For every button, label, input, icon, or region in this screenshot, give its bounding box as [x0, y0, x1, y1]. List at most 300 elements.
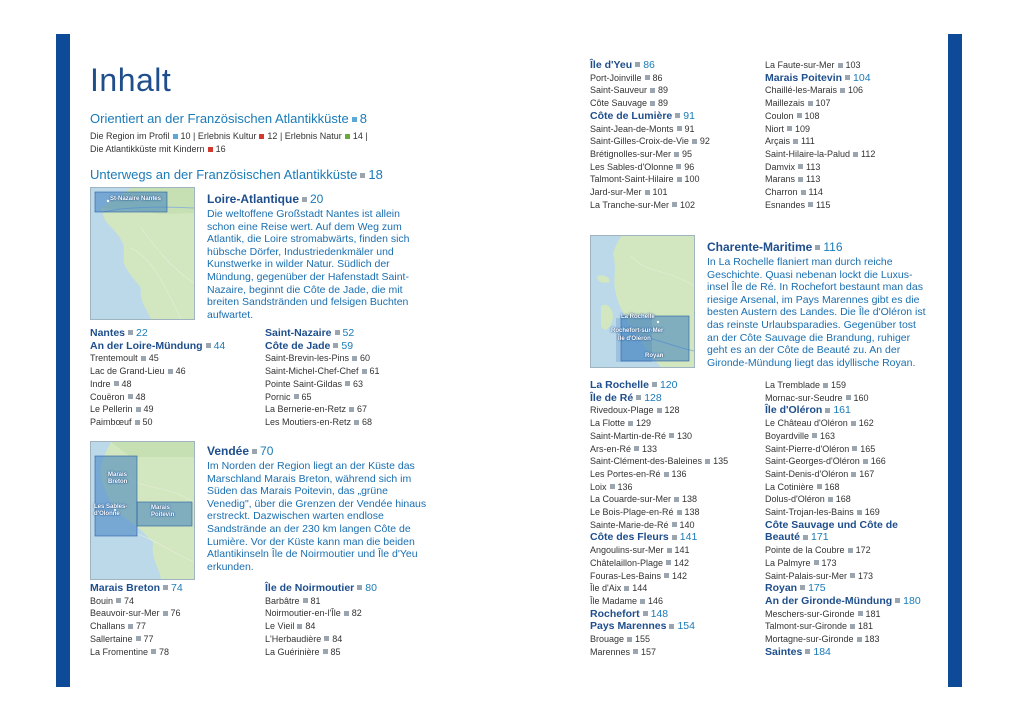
toc-entry-page: 173	[858, 570, 874, 581]
toc-entry-label: Arçais	[765, 136, 791, 147]
toc-entry-label: Rivedoux-Plage	[590, 405, 654, 416]
page-marker-icon	[853, 152, 858, 157]
page-marker-icon	[676, 164, 681, 169]
page-marker-icon	[323, 649, 328, 654]
toc-entry[interactable]	[590, 519, 760, 532]
toc-entry-page: 115	[816, 199, 831, 210]
page-marker-icon	[643, 611, 648, 616]
toc-entry[interactable]	[765, 570, 945, 583]
toc-entry-label: Île de Ré	[590, 391, 634, 404]
page-marker-icon	[851, 472, 856, 477]
page-marker-icon	[857, 510, 862, 515]
page-marker-icon	[163, 611, 168, 616]
toc-entry-label: Saint-Martin-de-Ré	[590, 430, 667, 441]
toc-entry[interactable]	[90, 378, 260, 391]
toc-heading-entry[interactable]	[765, 595, 945, 608]
vendee-heading[interactable]	[207, 444, 273, 458]
toc-entry[interactable]	[265, 403, 435, 416]
toc-entry-label: Talmont-Saint-Hilaire	[590, 174, 674, 185]
toc-entry-page: 173	[821, 557, 837, 568]
toc-entry[interactable]	[590, 84, 760, 97]
page-marker-icon	[645, 75, 650, 80]
toc-entry-label: La Couarde-sur-Mer	[590, 494, 672, 505]
page-marker-icon	[128, 330, 133, 335]
intro-topics-line2[interactable]	[90, 143, 390, 156]
toc-entry-label: Couëron	[90, 391, 125, 402]
vendee-map	[90, 441, 195, 580]
toc-entry[interactable]	[590, 72, 760, 85]
page-marker-icon	[136, 407, 141, 412]
toc-entry-page: 48	[135, 391, 146, 402]
toc-entry-page: 85	[330, 646, 341, 657]
toc-entry[interactable]	[765, 123, 940, 136]
toc-entry-label: La Flotte	[590, 418, 626, 429]
toc-entry-page: 142	[674, 557, 690, 568]
map-label: Nantes	[141, 196, 162, 202]
toc-entry-page: 78	[159, 646, 170, 657]
page-marker-icon	[624, 586, 629, 591]
map-label: Marais Breton	[108, 472, 128, 485]
separator: |	[277, 131, 285, 141]
toc-heading-entry[interactable]	[590, 110, 760, 123]
page-marker-icon	[352, 356, 357, 361]
page-marker-icon	[294, 394, 299, 399]
toc-entry-page: 146	[648, 595, 664, 606]
toc-entry[interactable]	[765, 379, 945, 392]
toc-entry-label: Sallertaine	[90, 633, 133, 644]
charente-list-left	[590, 379, 760, 658]
toc-entry[interactable]	[590, 570, 760, 583]
topic-page: 16	[215, 144, 226, 154]
toc-entry-page: 129	[636, 418, 652, 429]
toc-entry[interactable]	[765, 392, 945, 405]
unterwegs-heading[interactable]	[90, 167, 383, 182]
page-marker-icon	[352, 117, 357, 122]
toc-entry[interactable]	[590, 417, 760, 430]
toc-entry[interactable]	[765, 544, 945, 557]
toc-entry[interactable]	[765, 59, 940, 72]
toc-entry-page: 81	[310, 595, 321, 606]
toc-entry[interactable]	[590, 493, 760, 506]
toc-entry-label: Saint-Gilles-Croix-de-Vie	[590, 136, 689, 147]
page-marker-icon	[610, 484, 615, 489]
toc-entry-page: 65	[301, 391, 312, 402]
toc-entry-page: 101	[652, 187, 668, 198]
toc-heading-entry[interactable]	[265, 327, 435, 340]
page-marker-icon	[627, 637, 632, 642]
toc-entry-label: Saint-Trojan-les-Bains	[765, 507, 854, 518]
toc-entry[interactable]	[765, 493, 945, 506]
toc-heading-entry[interactable]	[765, 72, 940, 85]
map-label: Rochefort-sur-Mer	[611, 328, 664, 334]
toc-heading-entry[interactable]	[90, 582, 260, 595]
page-marker-icon	[803, 535, 808, 540]
toc-entry-label: Esnandes	[765, 199, 806, 210]
toc-entry-label: Marais Breton	[90, 582, 161, 594]
vendee-continued-list-right	[765, 59, 940, 211]
page-marker-icon	[636, 395, 641, 400]
topic-label: Die Region im Profil	[90, 131, 170, 141]
toc-entry-page: 111	[801, 136, 815, 147]
toc-entry[interactable]	[265, 620, 435, 633]
toc-entry-page: 144	[632, 583, 648, 594]
toc-entry[interactable]	[590, 186, 760, 199]
toc-entry-page: 181	[858, 621, 874, 632]
toc-entry-page: 76	[170, 608, 181, 619]
toc-entry-page: 140	[679, 519, 695, 530]
toc-entry-page: 96	[684, 161, 695, 172]
page-marker-icon	[814, 560, 819, 565]
toc-entry[interactable]	[265, 416, 435, 429]
page-marker-icon	[787, 126, 792, 131]
unterwegs-page: 18	[368, 167, 383, 182]
toc-entry-page: 168	[824, 481, 840, 492]
toc-entry-page: 183	[864, 634, 880, 645]
toc-entry-page: 113	[806, 174, 821, 185]
toc-entry[interactable]	[765, 97, 940, 110]
toc-entry-page: 22	[136, 327, 148, 339]
toc-entry[interactable]	[590, 595, 760, 608]
toc-entry-page: 84	[332, 633, 343, 644]
page-marker-icon	[206, 343, 211, 348]
page-marker-icon	[815, 245, 820, 250]
toc-entry[interactable]	[265, 391, 435, 404]
toc-entry-page: 133	[642, 443, 658, 454]
toc-entry[interactable]	[590, 544, 760, 557]
toc-entry-page: 50	[142, 416, 153, 427]
toc-entry[interactable]	[590, 468, 760, 481]
toc-entry-page: 91	[684, 123, 695, 134]
page-marker-icon	[672, 202, 677, 207]
page-marker-icon	[128, 624, 133, 629]
toc-entry-label: Saint-Palais-sur-Mer	[765, 570, 848, 581]
toc-entry-label: Marennes	[590, 646, 631, 657]
toc-entry[interactable]	[90, 620, 260, 633]
toc-entry-label: Côte Sauvage	[590, 98, 648, 109]
page-marker-icon	[635, 62, 640, 67]
toc-entry[interactable]	[265, 646, 435, 659]
toc-heading-entry[interactable]	[590, 608, 760, 621]
toc-entry-page: 77	[136, 621, 147, 632]
vendee-list-right	[265, 582, 435, 658]
toc-entry-label: La Fromentine	[90, 646, 149, 657]
page-marker-icon	[674, 497, 679, 502]
loire-list-right	[265, 327, 435, 429]
topic-label: Erlebnis Kultur	[197, 131, 257, 141]
toc-entry-page: 159	[831, 380, 847, 390]
toc-entry-page: 128	[644, 391, 662, 404]
page-marker-icon	[677, 510, 682, 515]
page-marker-icon	[846, 395, 851, 400]
toc-entry-page: 136	[617, 481, 633, 492]
toc-heading-entry[interactable]	[590, 59, 760, 72]
toc-entry-label: Jard-sur-Mer	[590, 187, 642, 198]
toc-heading-entry[interactable]	[265, 582, 435, 595]
toc-entry-label: Pornic	[265, 391, 291, 402]
toc-entry-label: L'Herbaudière	[265, 633, 322, 644]
toc-entry-page: 172	[855, 545, 871, 556]
charente-page: 116	[823, 240, 843, 254]
toc-entry-label: Saint-Pierre-d'Oléron	[765, 443, 850, 454]
toc-entry[interactable]	[590, 455, 760, 468]
toc-entry[interactable]	[90, 646, 260, 659]
toc-entry-page: 74	[171, 582, 183, 594]
toc-entry[interactable]	[765, 443, 945, 456]
toc-entry-label: Barbâtre	[265, 595, 300, 606]
loire-heading[interactable]	[207, 192, 323, 206]
toc-entry-label: Pays Marennes	[590, 620, 667, 633]
page-marker-icon	[798, 177, 803, 182]
page-marker-icon	[151, 649, 156, 654]
toc-entry-label: Angoulins-sur-Mer	[590, 545, 664, 556]
toc-entry-page: 60	[360, 353, 371, 364]
topic-entry[interactable]	[198, 131, 278, 141]
toc-entry[interactable]	[265, 607, 435, 620]
charente-heading-text: Charente-Maritime	[707, 240, 813, 254]
toc-entry[interactable]	[765, 481, 945, 494]
toc-entry-page: 180	[903, 594, 921, 607]
toc-entry-page: 181	[865, 608, 881, 619]
toc-entry[interactable]	[265, 378, 435, 391]
toc-entry[interactable]	[590, 430, 760, 443]
page-marker-icon	[805, 649, 810, 654]
toc-heading-entry[interactable]	[265, 340, 435, 353]
toc-entry-page: 163	[820, 430, 836, 441]
page-marker-icon	[793, 139, 798, 144]
toc-heading-entry[interactable]	[765, 582, 945, 595]
toc-entry[interactable]	[765, 417, 945, 430]
toc-heading-entry[interactable]	[90, 327, 260, 340]
toc-heading-entry[interactable]	[90, 340, 260, 353]
page-marker-icon	[848, 548, 853, 553]
toc-entry-label: Niort	[765, 123, 785, 134]
toc-entry-label: Les Sables-d'Olonne	[590, 161, 674, 172]
topic-page: 10	[180, 131, 191, 141]
toc-entry[interactable]	[765, 455, 945, 468]
toc-entry-page: 135	[713, 456, 729, 467]
toc-entry-page: 166	[870, 456, 886, 467]
toc-entry-label: Marans	[765, 174, 796, 185]
toc-entry-label: Ars-en-Ré	[590, 443, 632, 454]
page-marker-icon	[692, 139, 697, 144]
toc-entry[interactable]	[590, 443, 760, 456]
toc-entry-page: 165	[860, 443, 876, 454]
toc-entry-page: 114	[808, 187, 823, 198]
page-marker-icon	[652, 382, 657, 387]
toc-heading-entry[interactable]	[765, 646, 945, 659]
page-marker-icon	[650, 88, 655, 93]
toc-entry[interactable]	[590, 646, 760, 659]
toc-entry-label: La Guérinière	[265, 646, 320, 657]
page-marker-icon	[667, 548, 672, 553]
toc-entry-page: 169	[864, 507, 880, 518]
toc-entry-label: Saint-Jean-de-Monts	[590, 123, 674, 134]
toc-entry-page: 103	[845, 60, 861, 70]
toc-entry-page: 171	[811, 531, 829, 544]
toc-entry[interactable]	[765, 620, 945, 633]
toc-entry[interactable]	[590, 173, 760, 186]
toc-entry[interactable]	[265, 595, 435, 608]
page-marker-icon	[669, 433, 674, 438]
toc-entry[interactable]	[590, 633, 760, 646]
toc-heading-entry[interactable]	[590, 379, 760, 392]
intro-heading-text: Orientiert an der Französischen Atlantikküste	[90, 111, 349, 126]
toc-entry-label: La Tranche-sur-Mer	[590, 199, 670, 210]
toc-entry-page: 86	[643, 59, 655, 71]
toc-heading-entry[interactable]	[765, 519, 945, 544]
map-label: St-Nazaire	[110, 196, 140, 202]
page-marker-icon	[163, 585, 168, 590]
toc-heading-entry[interactable]	[590, 620, 760, 633]
toc-entry-page: 89	[658, 98, 669, 109]
vendee-list-left	[90, 582, 260, 658]
page-marker-icon	[828, 497, 833, 502]
toc-entry[interactable]	[90, 595, 260, 608]
toc-entry[interactable]	[265, 365, 435, 378]
toc-entry-label: Rochefort	[590, 607, 640, 620]
page-marker-icon	[845, 75, 850, 80]
toc-entry[interactable]	[590, 97, 760, 110]
toc-entry[interactable]	[590, 481, 760, 494]
topic-entry[interactable]	[285, 131, 363, 141]
toc-entry[interactable]	[590, 135, 760, 148]
toc-entry-page: 167	[859, 468, 875, 479]
toc-entry[interactable]	[765, 633, 945, 646]
page-marker-icon	[354, 420, 359, 425]
toc-entry[interactable]	[765, 468, 945, 481]
toc-entry-label: Saint-Michel-Chef-Chef	[265, 366, 359, 377]
toc-entry-label: Saint-Georges-d'Oléron	[765, 456, 860, 467]
page-marker-icon	[650, 101, 655, 106]
toc-entry-label: Chaillé-les-Marais	[765, 85, 838, 96]
map-label: Marais Poitevin	[151, 505, 175, 518]
toc-entry[interactable]	[90, 365, 260, 378]
vendee-heading-text: Vendée	[207, 444, 250, 458]
toc-entry[interactable]	[765, 430, 945, 443]
page-title: Inhalt	[90, 62, 172, 98]
toc-entry-label: Saint-Brevin-les-Pins	[265, 353, 350, 364]
page-marker-icon	[335, 330, 340, 335]
toc-entry[interactable]	[590, 404, 760, 417]
page-marker-icon	[259, 134, 264, 139]
page-marker-icon	[838, 63, 843, 68]
toc-entry-page: 128	[664, 405, 680, 416]
page-marker-icon	[362, 369, 367, 374]
loire-page: 20	[310, 192, 324, 206]
toc-entry-label: Fouras-Les-Bains	[590, 570, 662, 581]
page-marker-icon	[360, 173, 365, 178]
page-marker-icon	[823, 383, 828, 388]
page-marker-icon	[895, 598, 900, 603]
toc-entry-page: 68	[362, 416, 373, 427]
intro-heading[interactable]	[90, 111, 367, 126]
toc-entry[interactable]	[90, 391, 260, 404]
toc-entry-label: Trentemoult	[90, 353, 138, 364]
page-marker-icon	[664, 472, 669, 477]
toc-entry[interactable]	[590, 148, 760, 161]
toc-entry[interactable]	[765, 608, 945, 621]
page-marker-icon	[645, 190, 650, 195]
toc-entry[interactable]	[765, 557, 945, 570]
toc-entry-page: 142	[672, 570, 688, 581]
toc-entry-label: Saint-Sauveur	[590, 85, 648, 96]
toc-entry-page: 44	[213, 339, 226, 352]
toc-entry[interactable]	[765, 148, 940, 161]
page-marker-icon	[303, 598, 308, 603]
toc-entry[interactable]	[765, 506, 945, 519]
vendee-description: Im Norden der Region liegt an der Küste das Marschland Marais Breton, während sich im Süden das Marais Poitevin, das „grüne Venedig", über die Grenzen der Vendée hinaus erstreckt. Dazwischen warten endlose Sandstrände an der 230 km langen Côte de Lumière. Vor der Küste kann man die beiden Atlantikinseln Île de Noirmoutier und Île d'Yeu erkunden.	[207, 460, 427, 573]
toc-entry[interactable]	[765, 110, 940, 123]
toc-entry[interactable]	[90, 352, 260, 365]
toc-entry[interactable]	[90, 607, 260, 620]
charente-list-right	[765, 379, 945, 658]
toc-entry[interactable]	[765, 173, 940, 186]
page-marker-icon	[675, 113, 680, 118]
page-marker-icon	[128, 394, 133, 399]
toc-entry-label: Saint-Nazaire	[265, 327, 332, 339]
toc-entry[interactable]	[90, 633, 260, 646]
toc-entry[interactable]	[590, 506, 760, 519]
vendee-page: 70	[260, 444, 274, 458]
toc-entry[interactable]	[265, 352, 435, 365]
toc-entry[interactable]	[590, 161, 760, 174]
toc-entry[interactable]	[590, 557, 760, 570]
toc-heading-entry[interactable]	[590, 392, 760, 405]
toc-entry[interactable]	[590, 123, 760, 136]
toc-entry[interactable]	[765, 161, 940, 174]
toc-entry[interactable]	[765, 84, 940, 97]
toc-entry-page: 160	[853, 392, 869, 403]
page-marker-icon	[817, 484, 822, 489]
topic-entry[interactable]	[90, 131, 191, 141]
toc-entry-label: Indre	[90, 378, 111, 389]
toc-entry-label: An der Gironde-Mündung	[765, 594, 893, 607]
toc-entry[interactable]	[590, 582, 760, 595]
toc-entry[interactable]	[90, 403, 260, 416]
page-marker-icon	[657, 408, 662, 413]
toc-entry[interactable]	[765, 199, 940, 212]
page-marker-icon	[851, 421, 856, 426]
topic-page: 12	[267, 131, 278, 141]
page-marker-icon	[800, 585, 805, 590]
toc-entry-label: La Faute-sur-Mer	[765, 60, 835, 70]
toc-entry-label: Port-Joinville	[590, 72, 642, 83]
toc-entry-page: 138	[684, 507, 700, 518]
toc-heading-entry[interactable]	[590, 531, 760, 544]
toc-entry-label: Saint-Hilaire-la-Palud	[765, 148, 851, 159]
toc-entry-label: Saint-Clément-des-Baleines	[590, 456, 703, 467]
charente-heading[interactable]	[707, 240, 843, 254]
toc-entry-label: Brétignolles-sur-Mer	[590, 148, 672, 159]
toc-entry-page: 155	[635, 634, 651, 645]
toc-entry[interactable]	[765, 135, 940, 148]
toc-entry[interactable]	[90, 416, 260, 429]
page-marker-icon	[344, 611, 349, 616]
toc-entry-page: 136	[671, 468, 687, 479]
page-marker-icon	[633, 649, 638, 654]
page-marker-icon	[858, 611, 863, 616]
toc-entry[interactable]	[765, 186, 940, 199]
toc-heading-entry[interactable]	[765, 404, 945, 417]
page-marker-icon	[628, 421, 633, 426]
toc-entry-label: Île d'Aix	[590, 583, 622, 594]
toc-entry[interactable]	[590, 199, 760, 212]
toc-entry[interactable]	[265, 633, 435, 646]
page-marker-icon	[208, 147, 213, 152]
toc-entry-page: 95	[682, 148, 693, 159]
toc-entry-label: Le Pellerin	[90, 404, 133, 415]
page-marker-icon	[666, 560, 671, 565]
